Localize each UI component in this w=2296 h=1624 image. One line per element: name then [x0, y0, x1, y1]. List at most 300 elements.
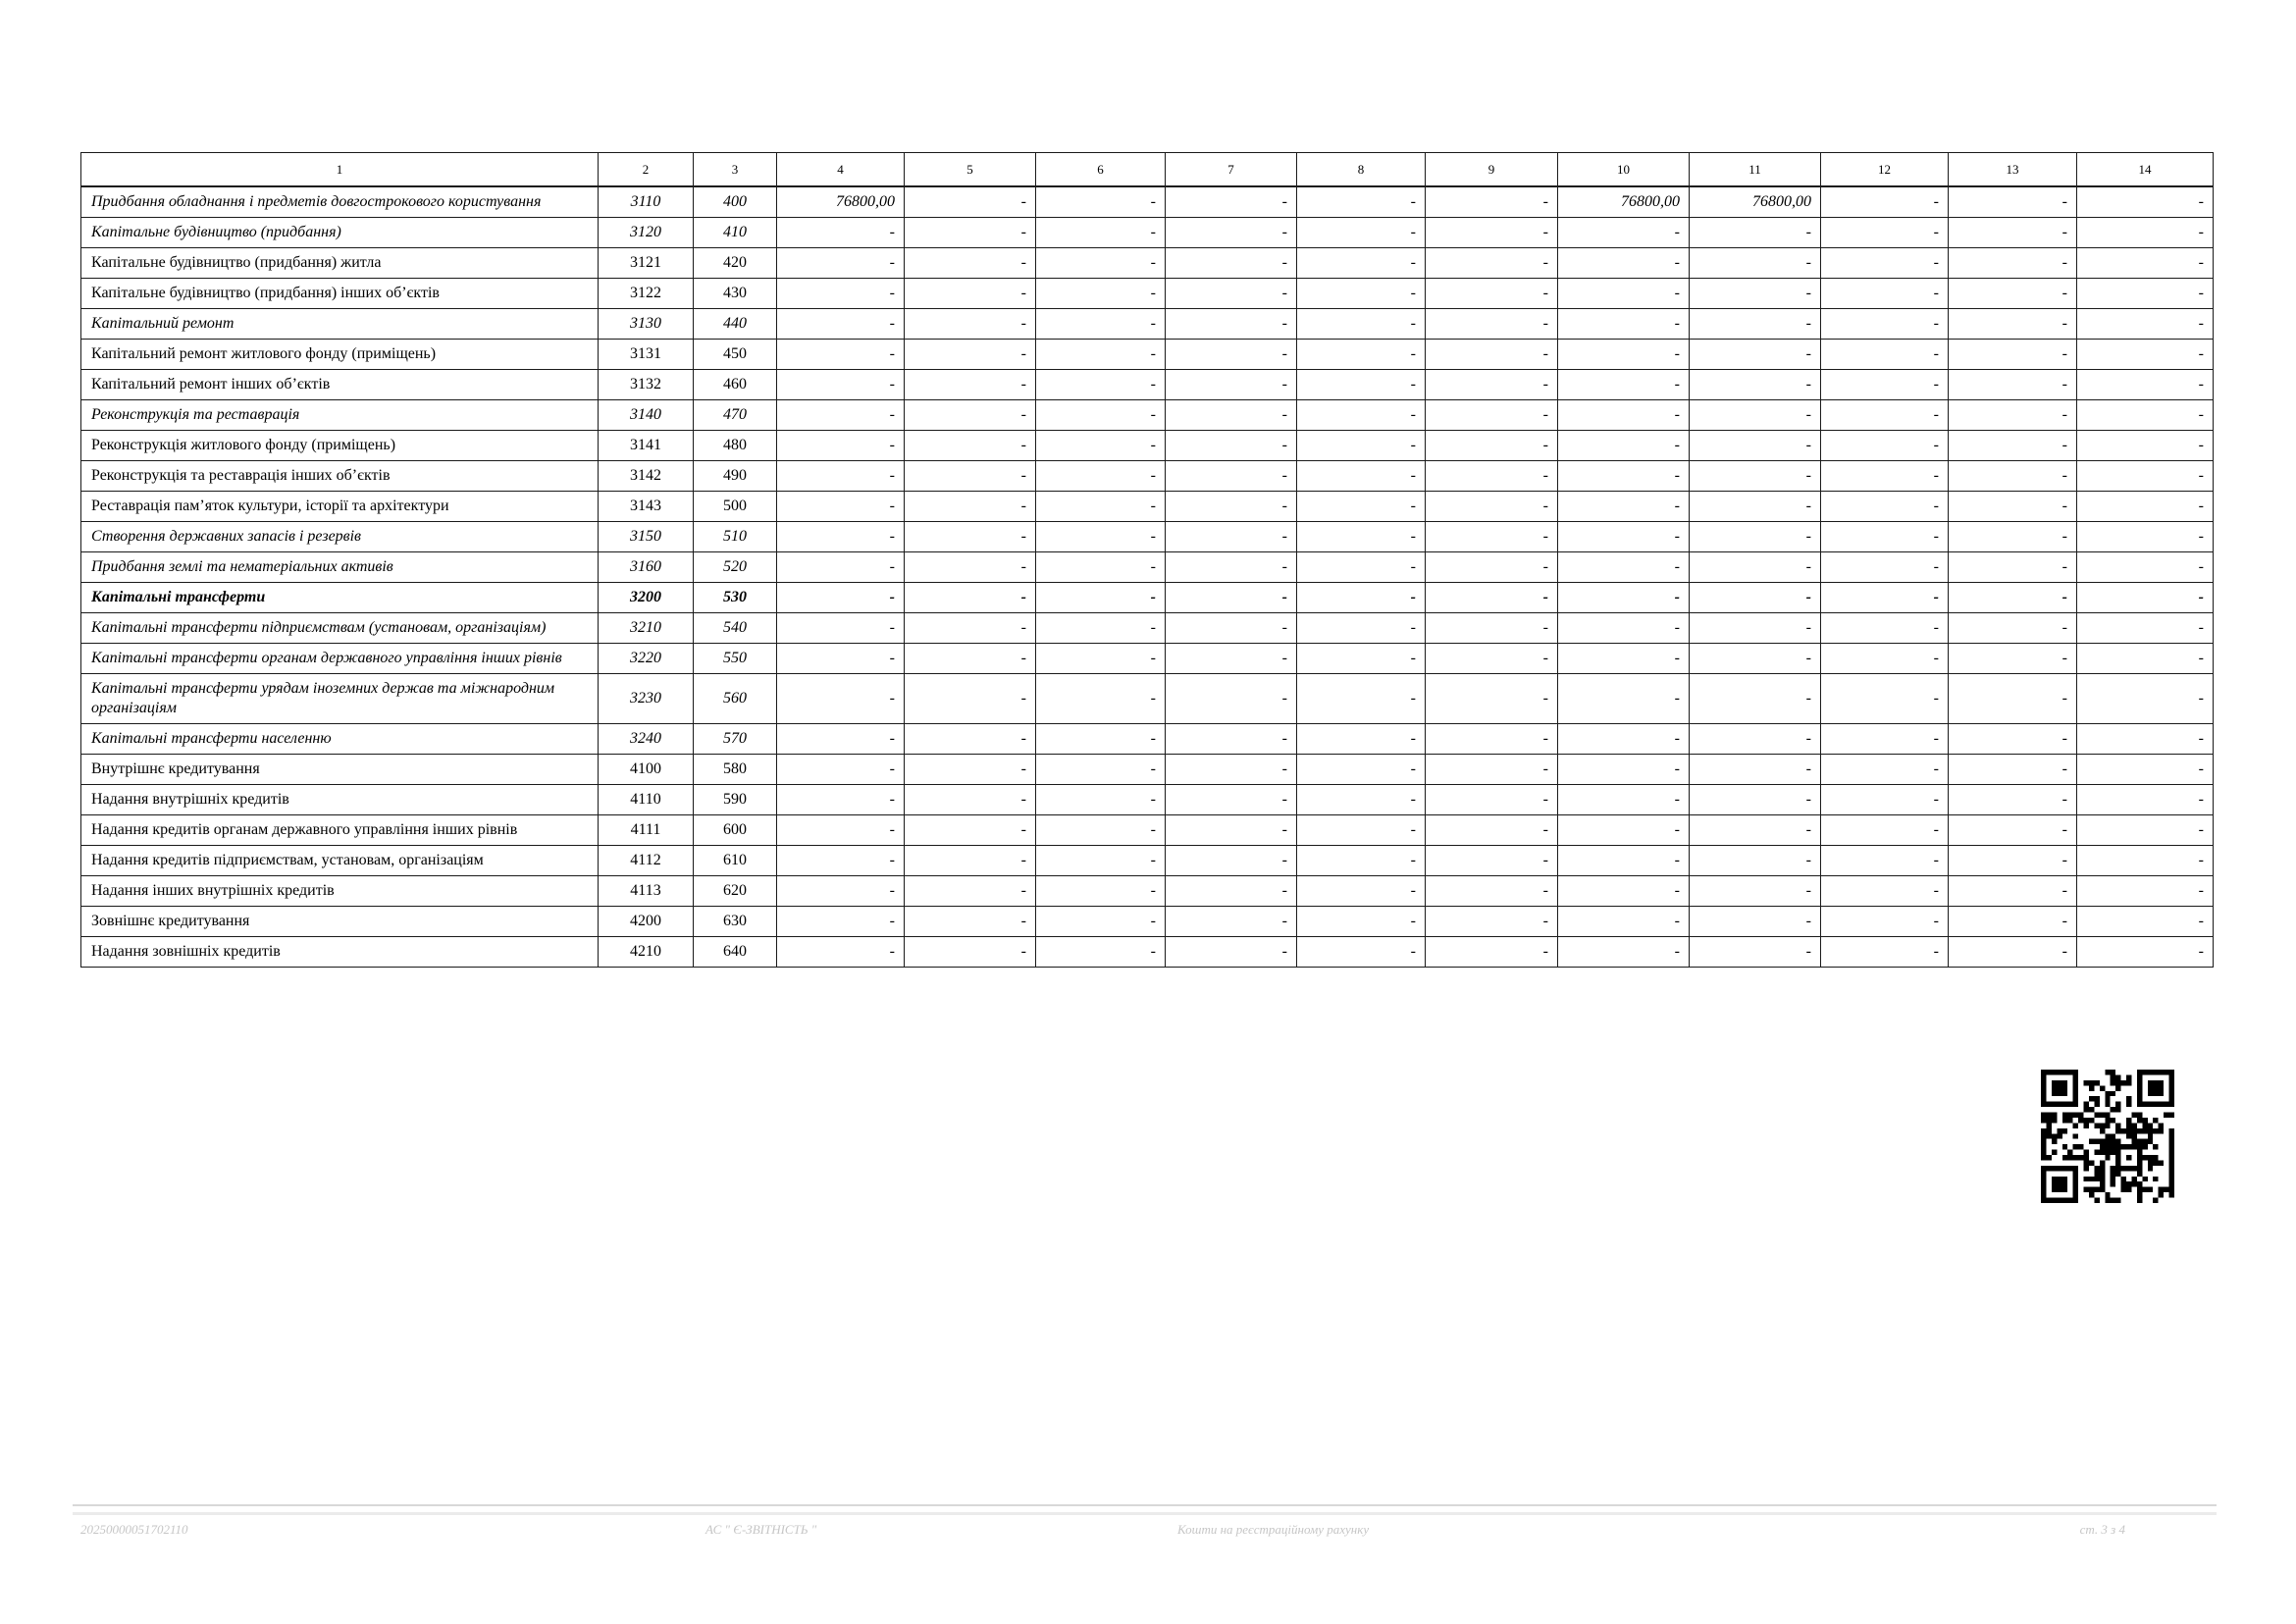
value-cell: - — [1036, 248, 1166, 279]
value-cell: - — [1036, 846, 1166, 876]
value-cell: - — [1690, 431, 1821, 461]
value-cell: - — [1558, 724, 1690, 755]
value-cell: - — [1297, 218, 1426, 248]
row-name-cell: Створення державних запасів і резервів — [81, 522, 599, 552]
value-cell: - — [905, 876, 1036, 907]
value-cell: - — [905, 309, 1036, 340]
value-cell: - — [1036, 937, 1166, 968]
value-cell: - — [1821, 248, 1949, 279]
row-code-cell: 3143 — [599, 492, 694, 522]
value-cell: - — [1690, 907, 1821, 937]
value-cell: - — [2077, 186, 2214, 218]
row-name-cell: Придбання обладнання і предметів довгострокового користування — [81, 186, 599, 218]
row-line-cell: 400 — [694, 186, 777, 218]
value-cell: - — [1166, 907, 1297, 937]
value-cell: - — [1690, 522, 1821, 552]
column-number-5: 5 — [905, 153, 1036, 187]
value-cell: - — [777, 461, 905, 492]
value-cell: - — [1426, 907, 1558, 937]
value-cell: - — [905, 674, 1036, 724]
value-cell: - — [1821, 907, 1949, 937]
row-line-cell: 500 — [694, 492, 777, 522]
value-cell: - — [1558, 674, 1690, 724]
value-cell: - — [1558, 785, 1690, 815]
value-cell: - — [1166, 218, 1297, 248]
value-cell: - — [1426, 309, 1558, 340]
value-cell: - — [2077, 937, 2214, 968]
value-cell: - — [1690, 815, 1821, 846]
value-cell: - — [777, 552, 905, 583]
value-cell: - — [1166, 400, 1297, 431]
value-cell: - — [1949, 309, 2077, 340]
value-cell: - — [1690, 492, 1821, 522]
value-cell: - — [1426, 583, 1558, 613]
value-cell: - — [1036, 907, 1166, 937]
value-cell: - — [905, 461, 1036, 492]
row-code-cell: 3122 — [599, 279, 694, 309]
value-cell: - — [905, 552, 1036, 583]
value-cell: - — [1949, 279, 2077, 309]
value-cell: - — [2077, 461, 2214, 492]
value-cell: - — [1426, 846, 1558, 876]
value-cell: - — [777, 815, 905, 846]
value-cell: - — [1949, 724, 2077, 755]
value-cell: - — [1297, 876, 1426, 907]
value-cell: - — [905, 522, 1036, 552]
column-number-3: 3 — [694, 153, 777, 187]
value-cell: - — [1297, 400, 1426, 431]
row-code-cell: 4112 — [599, 846, 694, 876]
value-cell: - — [1036, 370, 1166, 400]
value-cell: - — [1558, 309, 1690, 340]
row-code-cell: 3150 — [599, 522, 694, 552]
value-cell: - — [1036, 279, 1166, 309]
value-cell: - — [1166, 370, 1297, 400]
value-cell: - — [1821, 370, 1949, 400]
value-cell: - — [1558, 815, 1690, 846]
value-cell: - — [1036, 552, 1166, 583]
value-cell: - — [1297, 907, 1426, 937]
row-line-cell: 450 — [694, 340, 777, 370]
value-cell: - — [1690, 248, 1821, 279]
value-cell: - — [1821, 644, 1949, 674]
value-cell: - — [1297, 937, 1426, 968]
value-cell: - — [1821, 724, 1949, 755]
column-number-1: 1 — [81, 153, 599, 187]
value-cell: - — [1166, 461, 1297, 492]
value-cell: - — [1821, 186, 1949, 218]
row-code-cell: 3220 — [599, 644, 694, 674]
row-code-cell: 4113 — [599, 876, 694, 907]
value-cell: - — [1426, 492, 1558, 522]
row-line-cell: 570 — [694, 724, 777, 755]
value-cell: - — [1426, 522, 1558, 552]
value-cell: - — [1949, 186, 2077, 218]
value-cell: - — [1036, 218, 1166, 248]
value-cell: - — [1166, 309, 1297, 340]
row-code-cell: 4210 — [599, 937, 694, 968]
row-name-cell: Капітальне будівництво (придбання) житла — [81, 248, 599, 279]
value-cell: - — [1949, 522, 2077, 552]
footer-system-name: АС " Є-ЗВІТНІСТЬ " — [705, 1522, 817, 1537]
value-cell: - — [1426, 186, 1558, 218]
budget-table — [80, 152, 2214, 968]
value-cell: - — [1949, 218, 2077, 248]
value-cell: - — [1036, 400, 1166, 431]
value-cell: - — [1297, 340, 1426, 370]
value-cell: - — [1558, 218, 1690, 248]
value-cell: - — [905, 785, 1036, 815]
column-number-14: 14 — [2077, 153, 2214, 187]
value-cell: - — [2077, 755, 2214, 785]
value-cell: - — [1821, 674, 1949, 724]
row-code-cell: 3132 — [599, 370, 694, 400]
row-code-cell: 3130 — [599, 309, 694, 340]
value-cell: - — [1166, 431, 1297, 461]
row-code-cell: 3131 — [599, 340, 694, 370]
value-cell: - — [1558, 522, 1690, 552]
table-row — [81, 248, 2214, 279]
value-cell: - — [1166, 583, 1297, 613]
row-name-cell: Капітальні трансферти — [81, 583, 599, 613]
value-cell: - — [1558, 846, 1690, 876]
table-row — [81, 431, 2214, 461]
value-cell: - — [2077, 907, 2214, 937]
value-cell: - — [2077, 846, 2214, 876]
footer-divider-bottom — [73, 1512, 2217, 1515]
value-cell: - — [2077, 674, 2214, 724]
value-cell: - — [1949, 613, 2077, 644]
value-cell: - — [2077, 644, 2214, 674]
value-cell: - — [1036, 186, 1166, 218]
row-line-cell: 610 — [694, 846, 777, 876]
value-cell: - — [1166, 279, 1297, 309]
row-code-cell: 4111 — [599, 815, 694, 846]
value-cell: - — [1036, 815, 1166, 846]
value-cell: - — [905, 431, 1036, 461]
row-code-cell: 3160 — [599, 552, 694, 583]
value-cell: - — [1821, 279, 1949, 309]
table-row — [81, 755, 2214, 785]
value-cell: - — [1690, 279, 1821, 309]
value-cell: - — [1949, 644, 2077, 674]
row-line-cell: 430 — [694, 279, 777, 309]
value-cell: - — [1821, 461, 1949, 492]
footer-report-title: Кошти на реєстраційному рахунку — [1177, 1522, 1370, 1537]
value-cell: - — [777, 583, 905, 613]
value-cell: - — [1949, 552, 2077, 583]
value-cell: - — [2077, 815, 2214, 846]
row-line-cell: 580 — [694, 755, 777, 785]
value-cell: - — [1690, 218, 1821, 248]
value-cell: - — [1297, 186, 1426, 218]
row-line-cell: 510 — [694, 522, 777, 552]
value-cell: - — [1426, 613, 1558, 644]
row-line-cell: 550 — [694, 644, 777, 674]
row-name-cell: Зовнішнє кредитування — [81, 907, 599, 937]
value-cell: - — [1166, 492, 1297, 522]
value-cell: - — [905, 248, 1036, 279]
value-cell: - — [777, 522, 905, 552]
value-cell: - — [777, 340, 905, 370]
value-cell: - — [1166, 613, 1297, 644]
value-cell: - — [1821, 613, 1949, 644]
value-cell: - — [1166, 248, 1297, 279]
value-cell: - — [1426, 785, 1558, 815]
value-cell: - — [1036, 876, 1166, 907]
value-cell: - — [1821, 876, 1949, 907]
value-cell: - — [905, 340, 1036, 370]
value-cell: - — [1426, 552, 1558, 583]
row-line-cell: 620 — [694, 876, 777, 907]
value-cell: - — [1558, 937, 1690, 968]
row-name-cell: Надання кредитів підприємствам, установам, організаціям — [81, 846, 599, 876]
value-cell: - — [1690, 309, 1821, 340]
value-cell: - — [1426, 370, 1558, 400]
value-cell: - — [1036, 583, 1166, 613]
value-cell: - — [1690, 370, 1821, 400]
table-row — [81, 400, 2214, 431]
table-row — [81, 186, 2214, 218]
value-cell: - — [2077, 400, 2214, 431]
row-name-cell: Придбання землі та нематеріальних активів — [81, 552, 599, 583]
table-row — [81, 370, 2214, 400]
row-line-cell: 420 — [694, 248, 777, 279]
value-cell: - — [1949, 431, 2077, 461]
row-line-cell: 480 — [694, 431, 777, 461]
value-cell: - — [777, 400, 905, 431]
value-cell: - — [2077, 785, 2214, 815]
value-cell: 76800,00 — [777, 186, 905, 218]
value-cell: - — [1558, 400, 1690, 431]
value-cell: - — [1558, 552, 1690, 583]
value-cell: - — [1166, 876, 1297, 907]
value-cell: - — [1297, 846, 1426, 876]
value-cell: - — [1690, 785, 1821, 815]
row-line-cell: 560 — [694, 674, 777, 724]
value-cell: - — [2077, 370, 2214, 400]
row-code-cell: 3121 — [599, 248, 694, 279]
row-line-cell: 520 — [694, 552, 777, 583]
row-name-cell: Капітальний ремонт інших об’єктів — [81, 370, 599, 400]
table-row — [81, 218, 2214, 248]
value-cell: - — [1036, 674, 1166, 724]
row-name-cell: Надання інших внутрішніх кредитів — [81, 876, 599, 907]
value-cell: - — [1690, 340, 1821, 370]
value-cell: - — [2077, 876, 2214, 907]
value-cell: - — [1036, 461, 1166, 492]
value-cell: - — [1690, 613, 1821, 644]
table-row — [81, 340, 2214, 370]
column-number-11: 11 — [1690, 153, 1821, 187]
row-code-cell: 3141 — [599, 431, 694, 461]
value-cell: - — [1297, 724, 1426, 755]
row-name-cell: Реконструкція житлового фонду (приміщень) — [81, 431, 599, 461]
value-cell: - — [1166, 815, 1297, 846]
row-line-cell: 600 — [694, 815, 777, 846]
value-cell: - — [1166, 724, 1297, 755]
value-cell: - — [1297, 785, 1426, 815]
value-cell: - — [1036, 309, 1166, 340]
row-code-cell: 3200 — [599, 583, 694, 613]
value-cell: - — [1949, 400, 2077, 431]
value-cell: - — [1297, 552, 1426, 583]
value-cell: - — [1558, 876, 1690, 907]
value-cell: - — [1426, 674, 1558, 724]
table-row — [81, 461, 2214, 492]
value-cell: - — [1690, 461, 1821, 492]
value-cell: - — [2077, 492, 2214, 522]
table-row — [81, 522, 2214, 552]
column-number-6: 6 — [1036, 153, 1166, 187]
value-cell: - — [777, 937, 905, 968]
row-name-cell: Капітальні трансферти населенню — [81, 724, 599, 755]
value-cell: - — [1426, 876, 1558, 907]
value-cell: - — [905, 186, 1036, 218]
value-cell: - — [1426, 755, 1558, 785]
value-cell: - — [1949, 876, 2077, 907]
value-cell: - — [905, 370, 1036, 400]
value-cell: - — [1690, 674, 1821, 724]
value-cell: - — [1821, 340, 1949, 370]
value-cell: - — [777, 755, 905, 785]
value-cell: - — [1036, 522, 1166, 552]
value-cell: 76800,00 — [1690, 186, 1821, 218]
value-cell: - — [2077, 724, 2214, 755]
row-line-cell: 540 — [694, 613, 777, 644]
value-cell: - — [1690, 583, 1821, 613]
column-number-8: 8 — [1297, 153, 1426, 187]
row-line-cell: 590 — [694, 785, 777, 815]
row-line-cell: 530 — [694, 583, 777, 613]
value-cell: - — [2077, 552, 2214, 583]
table-row — [81, 724, 2214, 755]
value-cell: - — [1036, 644, 1166, 674]
table-row — [81, 644, 2214, 674]
value-cell: - — [1426, 644, 1558, 674]
value-cell: - — [1821, 937, 1949, 968]
value-cell: - — [1821, 846, 1949, 876]
row-line-cell: 460 — [694, 370, 777, 400]
row-code-cell: 4200 — [599, 907, 694, 937]
value-cell: - — [1426, 400, 1558, 431]
value-cell: - — [1036, 724, 1166, 755]
value-cell: - — [1426, 815, 1558, 846]
value-cell: - — [2077, 218, 2214, 248]
qr-code — [2041, 1070, 2174, 1203]
row-line-cell: 640 — [694, 937, 777, 968]
column-number-4: 4 — [777, 153, 905, 187]
value-cell: - — [1690, 937, 1821, 968]
value-cell: - — [1949, 370, 2077, 400]
value-cell: - — [777, 644, 905, 674]
value-cell: - — [777, 279, 905, 309]
value-cell: - — [1426, 461, 1558, 492]
value-cell: - — [905, 492, 1036, 522]
value-cell: - — [905, 846, 1036, 876]
row-name-cell: Капітальний ремонт житлового фонду (приміщень) — [81, 340, 599, 370]
value-cell: - — [1426, 340, 1558, 370]
row-code-cell: 3140 — [599, 400, 694, 431]
value-cell: - — [1690, 644, 1821, 674]
row-name-cell: Реконструкція та реставрація — [81, 400, 599, 431]
value-cell: - — [777, 613, 905, 644]
value-cell: - — [1297, 461, 1426, 492]
table-row — [81, 309, 2214, 340]
value-cell: - — [1426, 248, 1558, 279]
value-cell: - — [1297, 492, 1426, 522]
column-number-13: 13 — [1949, 153, 2077, 187]
value-cell: - — [1821, 785, 1949, 815]
row-name-cell: Реконструкція та реставрація інших об’єктів — [81, 461, 599, 492]
value-cell: - — [1426, 279, 1558, 309]
value-cell: - — [1690, 846, 1821, 876]
row-name-cell: Капітальні трансферти підприємствам (установам, організаціям) — [81, 613, 599, 644]
row-code-cell: 3142 — [599, 461, 694, 492]
value-cell: - — [1821, 815, 1949, 846]
table-row — [81, 552, 2214, 583]
value-cell: - — [1821, 400, 1949, 431]
footer-divider-top — [73, 1504, 2217, 1506]
value-cell: - — [1690, 755, 1821, 785]
value-cell: - — [1949, 674, 2077, 724]
value-cell: - — [1949, 461, 2077, 492]
value-cell: - — [905, 644, 1036, 674]
value-cell: - — [1558, 340, 1690, 370]
row-name-cell: Капітальне будівництво (придбання) інших об’єктів — [81, 279, 599, 309]
table-row — [81, 937, 2214, 968]
value-cell: - — [1690, 400, 1821, 431]
value-cell: - — [1690, 552, 1821, 583]
row-name-cell: Капітальне будівництво (придбання) — [81, 218, 599, 248]
value-cell: - — [1036, 340, 1166, 370]
value-cell: - — [1949, 492, 2077, 522]
table-row — [81, 492, 2214, 522]
value-cell: - — [905, 613, 1036, 644]
value-cell: - — [905, 907, 1036, 937]
value-cell: - — [1036, 613, 1166, 644]
value-cell: - — [777, 724, 905, 755]
value-cell: - — [1166, 785, 1297, 815]
value-cell: - — [1036, 785, 1166, 815]
row-name-cell: Реставрація пам’яток культури, історії та архітектури — [81, 492, 599, 522]
table-row — [81, 846, 2214, 876]
table-row — [81, 674, 2214, 724]
value-cell: - — [1558, 370, 1690, 400]
value-cell: - — [777, 248, 905, 279]
value-cell: - — [1558, 644, 1690, 674]
column-number-9: 9 — [1426, 153, 1558, 187]
value-cell: - — [777, 492, 905, 522]
row-code-cell: 4100 — [599, 755, 694, 785]
row-code-cell: 3120 — [599, 218, 694, 248]
value-cell: - — [777, 674, 905, 724]
value-cell: - — [777, 431, 905, 461]
value-cell: - — [1558, 583, 1690, 613]
column-number-7: 7 — [1166, 153, 1297, 187]
row-name-cell: Внутрішнє кредитування — [81, 755, 599, 785]
value-cell: - — [905, 400, 1036, 431]
table-row — [81, 876, 2214, 907]
value-cell: - — [2077, 279, 2214, 309]
value-cell: - — [1036, 755, 1166, 785]
value-cell: - — [1949, 937, 2077, 968]
value-cell: - — [1297, 674, 1426, 724]
footer-doc-number: 20250000051702110 — [80, 1522, 188, 1537]
value-cell: - — [2077, 613, 2214, 644]
value-cell: - — [777, 370, 905, 400]
value-cell: - — [777, 785, 905, 815]
